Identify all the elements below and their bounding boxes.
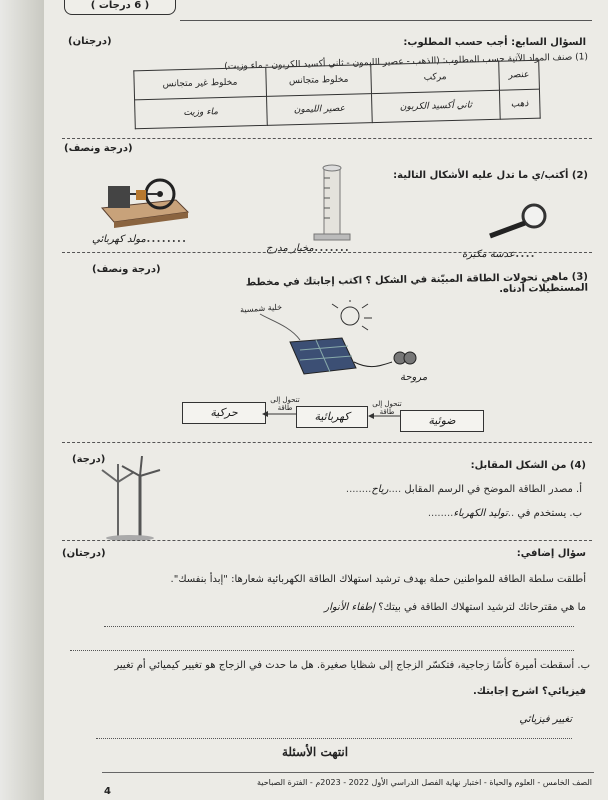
bonus-marks: (درجتان) bbox=[62, 548, 106, 559]
answer-homogeneous: عصير الليمون bbox=[266, 94, 373, 126]
q2-answer-magnifier-text: عدسة مكبرة bbox=[462, 249, 515, 260]
magnifying-glass-icon bbox=[484, 200, 554, 244]
q4-answer-b: توليد الكهرباء bbox=[453, 508, 508, 519]
bonus-part-a-question-text: ما هي مقترحاتك لترشيد استهلاك الطاقة في بيتك؟ bbox=[378, 602, 586, 613]
table-header-homogeneous: مخلوط متجانس bbox=[265, 65, 372, 97]
q4-marks: (درجة) bbox=[72, 454, 106, 465]
separator-2 bbox=[62, 252, 592, 253]
answer-heterogeneous: ماء وزيت bbox=[135, 96, 267, 128]
q4-part-a: أ. مصدر الطاقة الموضح في الرسم المقابل ....رياح........ bbox=[345, 484, 582, 495]
separator-3 bbox=[62, 442, 592, 443]
bonus-answer-b: تغيير فيزيائي bbox=[519, 714, 572, 725]
separator-1 bbox=[62, 138, 592, 139]
energy-arrow-label-2: تتحول إلى طاقة bbox=[372, 400, 402, 416]
q4-answer-a: رياح bbox=[371, 484, 389, 495]
answer-element: ذهب bbox=[499, 89, 540, 119]
q2-answer-cylinder-text: مخبار مدرج bbox=[266, 243, 314, 254]
bonus-answer-lines-a bbox=[104, 626, 574, 627]
page-shadow bbox=[0, 0, 44, 800]
solar-cell-label: خلية شمسية bbox=[239, 302, 283, 315]
footer-course: الصف الخامس - العلوم والحياة - اختبار نهاية الفصل الدراسي الأول 2022 - 2023م - الفترة الصباحية bbox=[257, 778, 592, 787]
q4-part-b-text: ب. يستخدم في bbox=[517, 508, 582, 519]
bonus-part-a: أطلقت سلطة الطاقة للمواطنين حملة بهدف ترشيد استهلاك الطاقة الكهربائية شعارها: "إبدأ بنفسك". bbox=[170, 574, 586, 585]
graduated-cylinder-icon bbox=[310, 164, 354, 246]
bonus-answer-b-line bbox=[96, 714, 572, 739]
footer-rule bbox=[102, 772, 594, 773]
separator-4 bbox=[62, 540, 592, 541]
classification-table bbox=[133, 60, 540, 130]
table-header-element: عنصر bbox=[498, 60, 539, 90]
q2-prompt: (2) أكتب/ي ما تدل عليه الأشكال التالية: bbox=[393, 170, 588, 181]
bonus-part-b: ب. أسقطت أميرة كأسًا زجاجية، فتكسّر الزجاج إلى شظايا صغيرة. هل ما حدث في الزجاج هو تغيير كيميائي أم تغيير bbox=[114, 660, 590, 671]
q2-answer-magnifier: ....عدسة مكبرة bbox=[462, 242, 536, 261]
q2-answer-cylinder: .......مخبار مدرج bbox=[266, 236, 350, 255]
bonus-title: سؤال إضافي: bbox=[516, 548, 586, 559]
top-marks-box bbox=[64, 0, 176, 15]
q4-part-b: ب. يستخدم في ..توليد الكهرباء........ bbox=[427, 508, 582, 519]
q7-title: السؤال السابع: أجب حسب المطلوب: bbox=[403, 37, 586, 48]
q3-marks: (درجة ونصف) bbox=[92, 264, 161, 275]
fan-label: مروحة bbox=[400, 372, 428, 383]
q1-prompt: (1) صنف المواد الآتية حسب المطلوب: (الذهب - عصير الليمون - ثاني أكسيد الكربون - ماء وزيت) bbox=[224, 52, 589, 72]
q2-answer-generator-text: مولد كهربائي bbox=[92, 234, 146, 245]
top-marks: ( 6 درجات ) bbox=[90, 0, 150, 11]
q4-part-a-text: أ. مصدر الطاقة الموضح في الرسم المقابل bbox=[404, 484, 582, 495]
wind-turbine-icon bbox=[96, 456, 166, 542]
generator-icon bbox=[96, 170, 192, 230]
q7-marks: (درجتان) bbox=[68, 36, 112, 47]
table-header-compound: مركب bbox=[371, 61, 499, 93]
energy-box-2: كهربائية bbox=[296, 406, 368, 428]
end-text: انتهت الأسئلة bbox=[282, 745, 349, 759]
bonus-answer-a: إطفاء الأنوار bbox=[324, 602, 376, 613]
bonus-part-a-question bbox=[86, 602, 586, 613]
energy-box-3: حركية bbox=[182, 402, 266, 424]
q4-prompt: (4) من الشكل المقابل: bbox=[470, 460, 586, 471]
table-header-heterogeneous: مخلوط غير متجانس bbox=[134, 67, 266, 99]
energy-arrow-label-1: تتحول إلى طاقة bbox=[270, 396, 300, 412]
answer-compound: ثاني أكسيد الكربون bbox=[372, 90, 500, 122]
q3-prompt: (3) ماهي تحولات الطاقة المبيّنة في الشكل ؟ اكتب إجابتك في مخطط المستطيلات أدناه. bbox=[245, 271, 589, 296]
page-number: 4 bbox=[104, 786, 111, 797]
bonus-answer-lines-a2 bbox=[70, 650, 574, 651]
bonus-part-b2: فيزيائي؟ اشرح إجابتك. bbox=[472, 686, 586, 697]
q2-answer-generator: ........مولد كهربائي bbox=[92, 227, 187, 246]
top-rule bbox=[180, 20, 592, 21]
energy-box-1: ضوئية bbox=[400, 410, 484, 432]
energy-arrows bbox=[262, 410, 402, 420]
q2-marks: (درجة ونصف) bbox=[64, 143, 133, 154]
